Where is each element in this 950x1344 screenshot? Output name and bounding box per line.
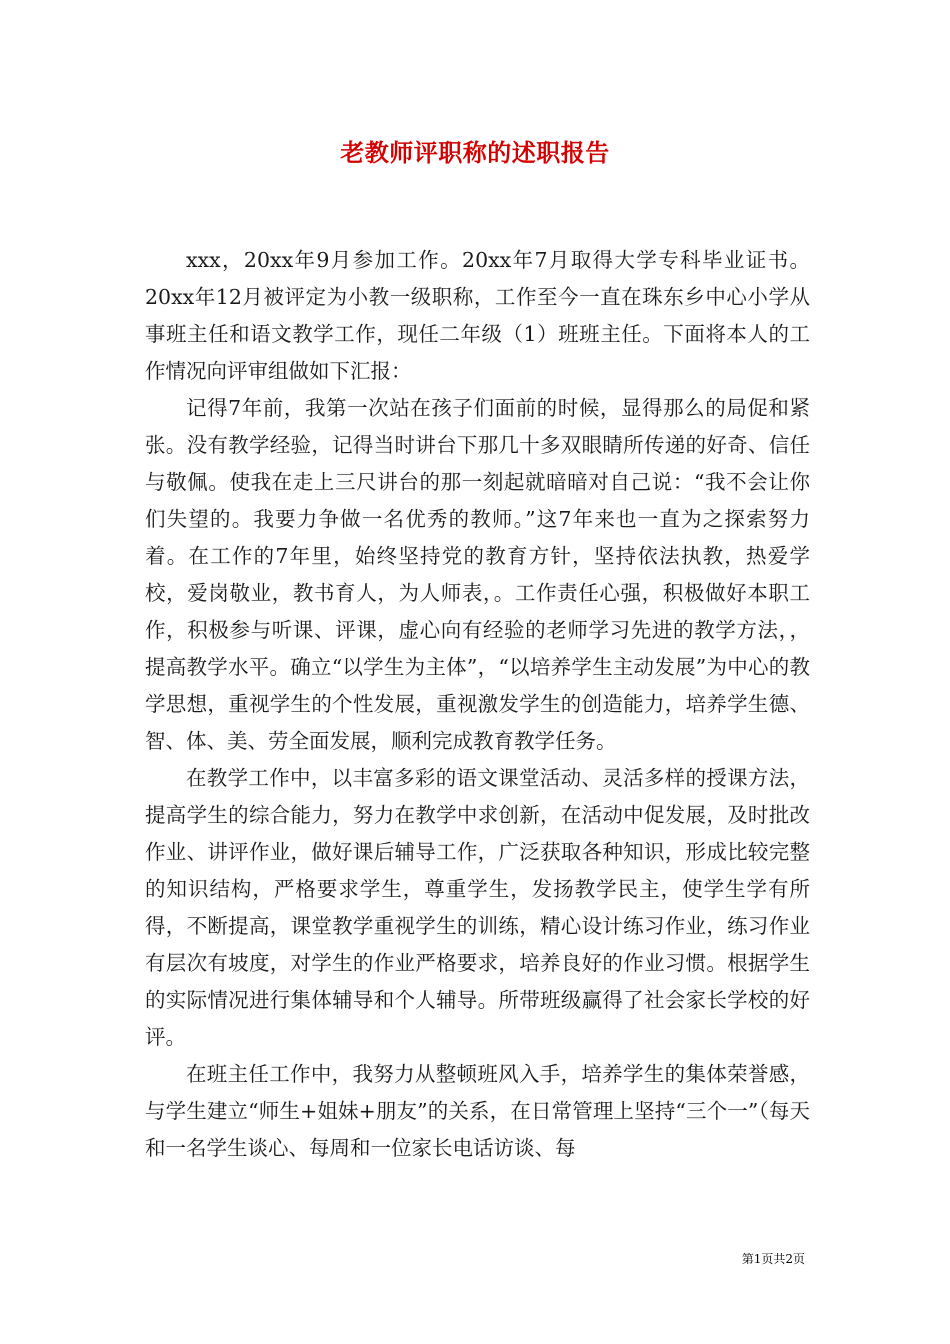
- paragraph: xxx，20xx年9月参加工作。20xx年7月取得大学专科毕业证书。20xx年12月被评定为小教一级职称，工作至今一直在珠东乡中心小学从事班主任和语文教学工作，现任二年级（1）班班主任。下面将本人的工作情况向评审组做如下汇报：: [145, 248, 810, 383]
- document-title: 老教师评职称的述职报告: [340, 138, 610, 167]
- document-body: [145, 242, 810, 1167]
- paragraph: 在班主任工作中，我努力从整顿班风入手，培养学生的集体荣誉感，与学生建立“师生+姐妹+朋友”的关系，在日常管理上坚持“三个一”（每天和一名学生谈心、每周和一位家长电话访谈、每: [145, 1062, 810, 1160]
- page-number: 第1页共2页: [741, 1252, 805, 1266]
- paragraph: 记得7年前，我第一次站在孩子们面前的时候，显得那么的局促和紧张。没有教学经验，记得当时讲台下那几十多双眼睛所传递的好奇、信任与敬佩。使我在走上三尺讲台的那一刻起就暗暗对自己说：“我不会让你们失望的。我要力争做一名优秀的教师。”这7年来也一直为之探索努力着。在工作的7年里，始终坚持党的教育方针，坚持依法执教，热爱学校，爱岗敬业，教书育人，为人师表，。工作责任心强，积极做好本职工作，积极参与听课、评课，虚心向有经验的老师学习先进的教学方法，，提高教学水平。确立“以学生为主体”，“以培养学生主动发展”为中心的教学思想，重视学生的个性发展，重视激发学生的创造能力，培养学生德、智、体、美、劳全面发展，顺利完成教育教学任务。: [145, 396, 810, 753]
- paragraph: 在教学工作中，以丰富多彩的语文课堂活动、灵活多样的授课方法，提高学生的综合能力，努力在教学中求创新，在活动中促发展，及时批改作业、讲评作业，做好课后辅导工作，广泛获取各种知识，形成比较完整的知识结构，严格要求学生，尊重学生，发扬教学民主，使学生学有所得，不断提高，课堂教学重视学生的训练，精心设计练习作业，练习作业有层次有坡度，对学生的作业严格要求，培养良好的作业习惯。根据学生的实际情况进行集体辅导和个人辅导。所带班级赢得了社会家长学校的好评。: [145, 766, 810, 1049]
